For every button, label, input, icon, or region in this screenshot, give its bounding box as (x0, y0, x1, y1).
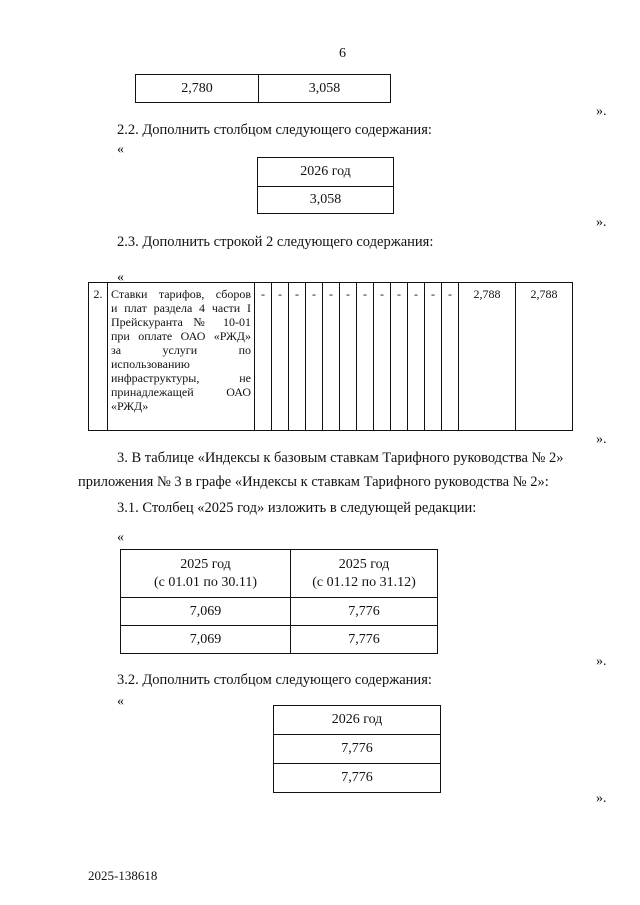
table-cell: 3,058 (258, 187, 394, 214)
desc-line: за услуги по (111, 343, 251, 357)
dash-cell: - (374, 283, 391, 431)
table-continuation (135, 74, 391, 103)
table-3-1 (120, 549, 438, 654)
table-cell: 2,780 (136, 75, 259, 103)
table-cell: 7,776 (274, 735, 441, 764)
header-line: 2025 год (180, 556, 231, 572)
table-header-cell (121, 550, 291, 598)
paragraph-3-line1: 3. В таблице «Индексы к базовым ставкам Тарифного руководства № 2» (117, 450, 564, 466)
dash-cell: - (323, 283, 340, 431)
paragraph-2-3: 2.3. Дополнить строкой 2 следующего содержания: (117, 234, 434, 250)
table-cell: 7,069 (121, 598, 291, 626)
open-quote: « (117, 694, 124, 709)
table-cell: 7,776 (274, 764, 441, 793)
table-header-cell: 2026 год (274, 706, 441, 735)
open-quote: « (117, 142, 124, 157)
close-quote: ». (596, 432, 607, 447)
desc-line: «РЖД» (111, 399, 149, 413)
table-header-cell (291, 550, 438, 598)
paragraph-2-2: 2.2. Дополнить столбцом следующего содержания: (117, 122, 432, 138)
dash-cell: - (340, 283, 357, 431)
table-cell: 7,776 (291, 598, 438, 626)
value-cell: 2,788 (516, 283, 573, 431)
page-number: 6 (339, 46, 346, 61)
desc-line: Прейскуранта № 10-01 (111, 315, 251, 329)
open-quote: « (117, 530, 124, 545)
row-description (108, 283, 255, 431)
close-quote: ». (596, 215, 607, 230)
table-cell: 7,069 (121, 626, 291, 654)
close-quote: ». (596, 791, 607, 806)
desc-line: использованию (111, 357, 190, 371)
dash-cell: - (425, 283, 442, 431)
close-quote: ». (596, 104, 607, 119)
paragraph-3-1: 3.1. Столбец «2025 год» изложить в следующей редакции: (117, 500, 477, 516)
desc-line: Ставки тарифов, сборов (111, 287, 251, 301)
document-number: 2025-138618 (88, 868, 158, 883)
desc-line: и плат раздела 4 части I (111, 301, 251, 315)
dash-cell: - (357, 283, 374, 431)
close-quote: ». (596, 654, 607, 669)
row-number: 2. (89, 283, 108, 431)
value-cell: 2,788 (459, 283, 516, 431)
table-header-cell: 2026 год (258, 158, 394, 187)
dash-cell: - (289, 283, 306, 431)
table-2-2 (257, 157, 394, 214)
paragraph-3-line2: приложения № 3 в графе «Индексы к ставкам Тарифного руководства № 2»: (78, 474, 549, 490)
header-line: 2025 год (338, 556, 390, 572)
dash-cell: - (391, 283, 408, 431)
header-line: (с 01.01 по 30.11) (153, 574, 257, 590)
table-3-2 (273, 705, 441, 793)
desc-line: инфраструктуры, не (111, 371, 251, 385)
table-row-2 (88, 282, 573, 431)
dash-cell: - (442, 283, 459, 431)
header-line: (с 01.12 по 31.12) (312, 574, 416, 590)
table-cell: 7,776 (291, 626, 438, 654)
table-cell: 3,058 (259, 75, 391, 103)
dash-cell: - (272, 283, 289, 431)
desc-line: принадлежащей ОАО (111, 385, 251, 399)
dash-cell: - (255, 283, 272, 431)
dash-cell: - (306, 283, 323, 431)
dash-cell: - (408, 283, 425, 431)
open-quote: « (117, 270, 124, 285)
desc-line: при оплате ОАО «РЖД» (111, 329, 251, 343)
paragraph-3-2: 3.2. Дополнить столбцом следующего содержания: (117, 672, 432, 688)
